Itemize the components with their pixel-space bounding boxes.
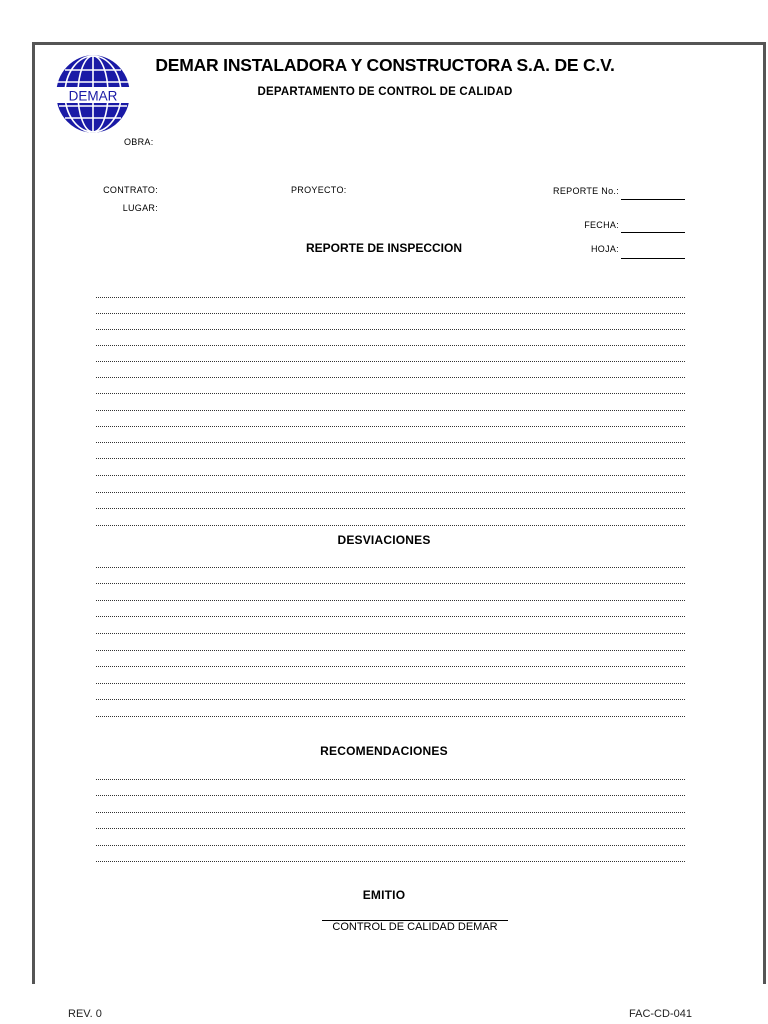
department-name: DEPARTAMENTO DE CONTROL DE CALIDAD bbox=[257, 86, 513, 98]
form-code: FAC-CD-041 bbox=[629, 1008, 692, 1020]
form-border-right bbox=[763, 42, 766, 984]
fecha-field[interactable] bbox=[621, 232, 685, 233]
ruled-line[interactable] bbox=[96, 297, 685, 298]
ruled-line[interactable] bbox=[96, 426, 685, 427]
ruled-line[interactable] bbox=[96, 458, 685, 459]
ruled-line[interactable] bbox=[96, 442, 685, 443]
hoja-field[interactable] bbox=[621, 258, 685, 259]
contrato-label: CONTRATO: bbox=[103, 185, 158, 195]
ruled-line[interactable] bbox=[96, 779, 685, 780]
ruled-line[interactable] bbox=[96, 567, 685, 568]
ruled-line[interactable] bbox=[96, 845, 685, 846]
ruled-line[interactable] bbox=[96, 666, 685, 667]
ruled-line[interactable] bbox=[96, 633, 685, 634]
ruled-line[interactable] bbox=[96, 583, 685, 584]
obra-label: OBRA: bbox=[124, 137, 154, 147]
ruled-line[interactable] bbox=[96, 313, 685, 314]
ruled-line[interactable] bbox=[96, 600, 685, 601]
ruled-line[interactable] bbox=[96, 345, 685, 346]
ruled-line[interactable] bbox=[96, 393, 685, 394]
ruled-line[interactable] bbox=[96, 861, 685, 862]
revision-label: REV. 0 bbox=[68, 1008, 102, 1020]
form-border-top bbox=[32, 42, 766, 45]
reporte-no-label: REPORTE No.: bbox=[553, 186, 619, 196]
ruled-line[interactable] bbox=[96, 683, 685, 684]
signature-label: CONTROL DE CALIDAD DEMAR bbox=[332, 921, 498, 933]
ruled-line[interactable] bbox=[96, 812, 685, 813]
ruled-line[interactable] bbox=[96, 361, 685, 362]
ruled-line[interactable] bbox=[96, 329, 685, 330]
ruled-line[interactable] bbox=[96, 795, 685, 796]
inspection-title: REPORTE DE INSPECCION bbox=[305, 241, 463, 255]
ruled-line[interactable] bbox=[96, 616, 685, 617]
ruled-line[interactable] bbox=[96, 475, 685, 476]
ruled-line[interactable] bbox=[96, 410, 685, 411]
ruled-line[interactable] bbox=[96, 650, 685, 651]
company-name: DEMAR INSTALADORA Y CONSTRUCTORA S.A. DE C.V. bbox=[155, 55, 615, 75]
ruled-line[interactable] bbox=[96, 716, 685, 717]
ruled-line[interactable] bbox=[96, 377, 685, 378]
reporte-no-field[interactable] bbox=[621, 199, 685, 200]
form-border-left bbox=[32, 42, 35, 984]
proyecto-label: PROYECTO: bbox=[291, 185, 347, 195]
ruled-line[interactable] bbox=[96, 699, 685, 700]
ruled-line[interactable] bbox=[96, 508, 685, 509]
ruled-line[interactable] bbox=[96, 525, 685, 526]
hoja-label: HOJA: bbox=[590, 244, 619, 254]
emitio-title: EMITIO bbox=[362, 888, 406, 902]
deviations-title: DESVIACIONES bbox=[337, 533, 431, 547]
ruled-line[interactable] bbox=[96, 828, 685, 829]
logo-text: DEMAR bbox=[68, 88, 118, 104]
lugar-label: LUGAR: bbox=[122, 203, 158, 213]
ruled-line[interactable] bbox=[96, 492, 685, 493]
fecha-label: FECHA: bbox=[584, 220, 619, 230]
recommendations-title: RECOMENDACIONES bbox=[320, 744, 448, 758]
